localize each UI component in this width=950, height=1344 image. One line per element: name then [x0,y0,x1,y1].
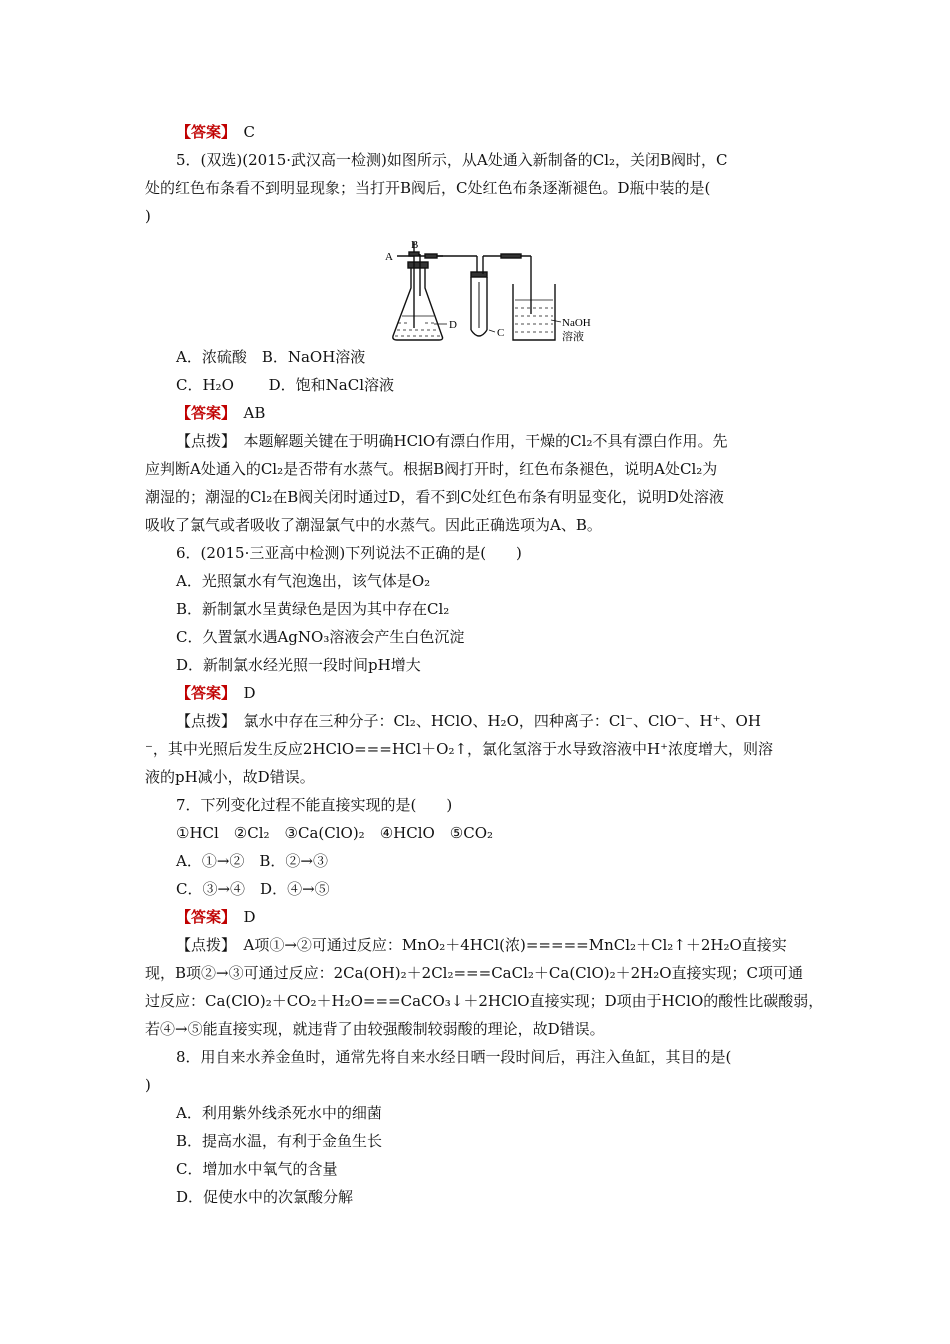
label-b: B [411,239,419,251]
q8-option-d: D．促使水中的次氯酸分解 [176,1188,354,1206]
q6-option-a: A．光照氯水有气泡逸出，该气体是O₂ [176,572,431,590]
q5-options-row1: A．浓硫酸 B．NaOH溶液 [176,348,366,366]
q7-items: ①HCl ②Cl₂ ③Ca(ClO)₂ ④HClO ⑤CO₂ [176,824,494,842]
analysis-label: 【点拨】 [176,712,229,730]
answer-value: D [243,684,256,702]
q6-answer-line [176,683,256,703]
q7-answer-line [176,907,256,927]
q5-analysis-line3: 潮湿的；潮湿的Cl₂在B阀关闭时通过D，看不到C处红色布条有明显变化，说明D处溶液 [145,488,724,506]
q8-stem-line2: ) [145,1076,151,1094]
answer-label: 【答案】 [176,908,229,926]
label-c: C [497,327,505,339]
answer-label: 【答案】 [176,123,229,141]
label-solution: 溶液 [562,331,584,343]
answer-label: 【答案】 [176,404,229,422]
q6-option-d: D．新制氯水经光照一段时间pH增大 [176,656,421,674]
q6-option-b: B．新制氯水呈黄绿色是因为其中存在Cl₂ [176,600,450,618]
label-naoh: NaOH [562,317,591,329]
analysis-text: 本题解题关键在于明确HClO有漂白作用，干燥的Cl₂不具有漂白作用。先 [243,432,728,450]
q6-stem: 6．(2015·三亚高中检测)下列说法不正确的是( ) [176,544,522,562]
q5-analysis-line4: 吸收了氯气或者吸收了潮湿氯气中的水蒸气。因此正确选项为A、B。 [145,516,602,534]
q7-analysis-line4: 若④→⑤能直接实现，就违背了由较强酸制较弱酸的理论，故D错误。 [145,1020,605,1038]
q5-stem-line2: 处的红色布条看不到明显现象；当打开B阀后，C处红色布条逐渐褪色。D瓶中装的是( [145,179,711,197]
q8-option-a: A．利用紫外线杀死水中的细菌 [176,1104,382,1122]
q7-stem: 7．下列变化过程不能直接实现的是( ) [176,796,453,814]
label-a: A [385,251,393,263]
answer-label: 【答案】 [176,684,229,702]
answer-value: C [243,123,256,141]
q6-analysis-line2: ⁻，其中光照后发生反应2HClO===HCl＋O₂↑，氯化氢溶于水导致溶液中H⁺浓度增大，则溶 [145,740,774,758]
q7-analysis-line3: 过反应：Ca(ClO)₂＋CO₂＋H₂O===CaCO₃↓＋2HClO直接实现；D项由于HClO的酸性比碳酸弱， [145,992,824,1010]
q6-analysis-line1 [176,711,761,731]
q5-analysis-line1 [176,431,727,451]
analysis-text: 氯水中存在三种分子：Cl₂、HClO、H₂O，四种离子：Cl⁻、ClO⁻、H⁺、OH [243,712,761,730]
q7-analysis-line1 [176,935,787,955]
apparatus-figure [385,236,605,348]
q5-stem-line1: 5．(双选)(2015·武汉高一检测)如图所示，从A处通入新制备的Cl₂，关闭B阀时，C [176,151,728,169]
q6-analysis-line3: 液的pH减小，故D错误。 [145,768,315,786]
q7-options-row1: A．①→② B．②→③ [176,852,328,870]
q7-analysis-line2: 现，B项②→③可通过反应：2Ca(OH)₂＋2Cl₂===CaCl₂＋Ca(ClO)₂＋2H₂O直接实现；C项可通 [145,964,804,982]
label-d: D [449,319,457,331]
q8-option-b: B．提高水温，有利于金鱼生长 [176,1132,383,1150]
analysis-text: A项①→②可通过反应：MnO₂＋4HCl(浓)=====MnCl₂＋Cl₂↑＋2H₂O直接实 [243,936,787,954]
q5-stem-line3: ) [145,207,151,225]
q5-analysis-line2: 应判断A处通入的Cl₂是否带有水蒸气。根据B阀打开时，红色布条褪色，说明A处Cl₂为 [145,460,718,478]
q5-answer-line [176,403,265,423]
q7-options-row2: C．③→④ D．④→⑤ [176,880,330,898]
analysis-label: 【点拨】 [176,432,229,450]
q5-options-row2: C．H₂O D．饱和NaCl溶液 [176,376,395,394]
answer-value: D [243,908,256,926]
analysis-label: 【点拨】 [176,936,229,954]
q6-option-c: C．久置氯水遇AgNO₃溶液会产生白色沉淀 [176,628,465,646]
q4-answer-line [176,122,255,142]
q8-option-c: C．增加水中氧气的含量 [176,1160,338,1178]
answer-value: AB [243,404,266,422]
q8-stem-line1: 8．用自来水养金鱼时，通常先将自来水经日晒一段时间后，再注入鱼缸，其目的是( [176,1048,732,1066]
